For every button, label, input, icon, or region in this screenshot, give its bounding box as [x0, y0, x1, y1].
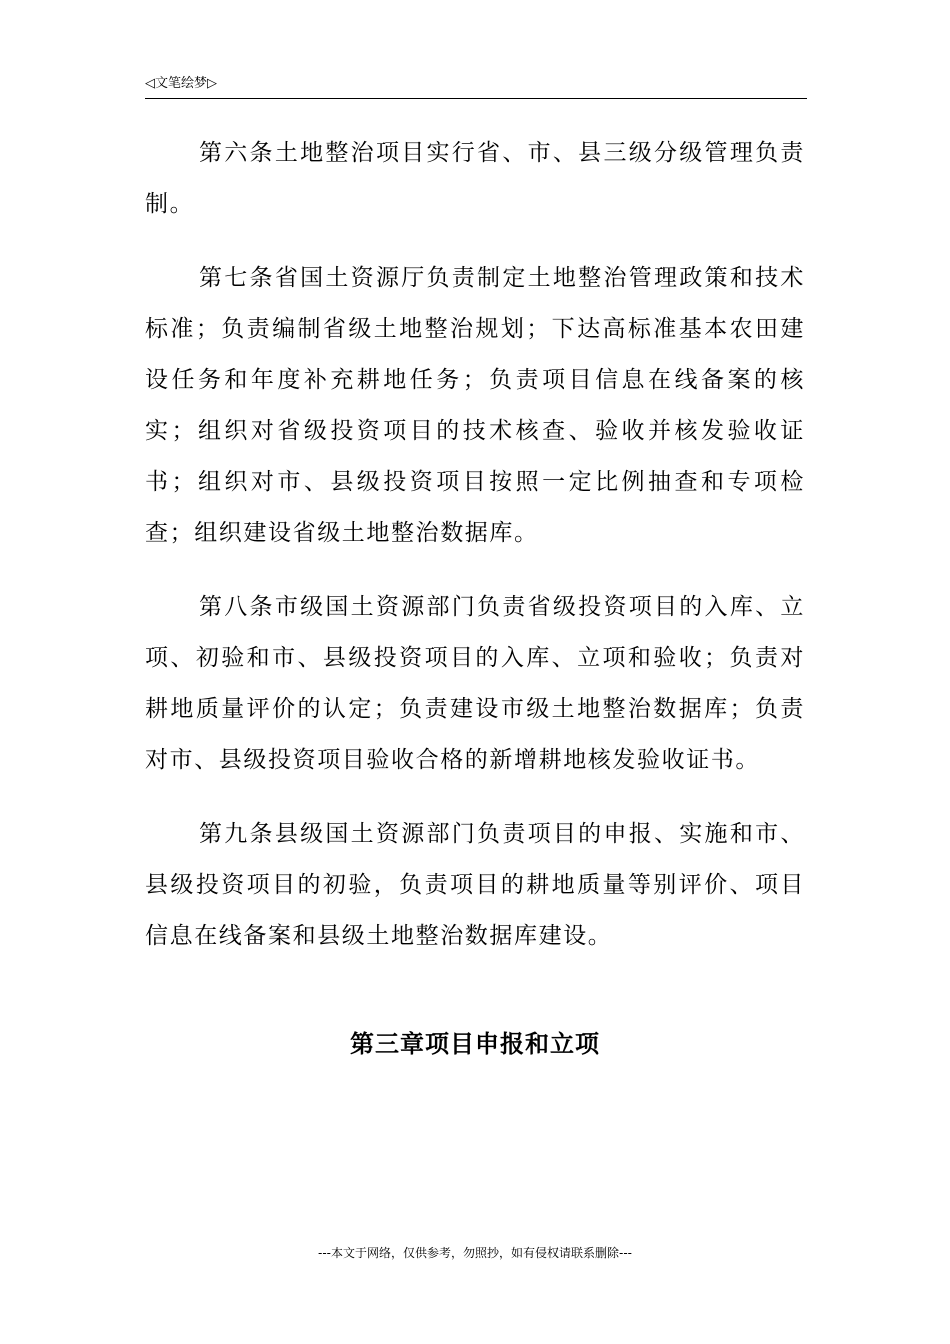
article-8-paragraph: 第八条市级国土资源部门负责省级投资项目的入库、立项、初验和市、县级投资项目的入库、立项和验收；负责对耕地质量评价的认定；负责建设市级土地整治数据库；负责对市、县级投资项目验收合格的新增耕地核发验收证书。 [145, 594, 805, 773]
header-title-text: 文笔绘梦 [155, 76, 208, 91]
left-triangle-icon: ◁ [145, 76, 155, 91]
page-header [145, 74, 807, 99]
article-7-paragraph: 第七条省国土资源厅负责制定土地整治管理政策和技术标准；负责编制省级土地整治规划；下达高标准基本农田建设任务和年度补充耕地任务；负责项目信息在线备案的核实；组织对省级投资项目的技术核查、验收并核发验收证书；组织对市、县级投资项目按照一定比例抽查和专项检查；组织建设省级土地整治数据库。 [145, 265, 805, 546]
right-triangle-icon: ▷ [207, 76, 218, 91]
page-footer-disclaimer: ---本文于网络，仅供参考，勿照抄，如有侵权请联系删除--- [318, 1246, 632, 1260]
chapter-title: 第三章项目申报和立项 [350, 1030, 600, 1058]
document-body [145, 128, 805, 985]
header-title [145, 76, 217, 92]
article-9-paragraph: 第九条县级国土资源部门负责项目的申报、实施和市、县级投资项目的初验，负责项目的耕地质量等别评价、项目信息在线备案和县级土地整治数据库建设。 [145, 821, 805, 949]
article-6-paragraph: 第六条土地整治项目实行省、市、县三级分级管理负责制。 [145, 140, 805, 217]
